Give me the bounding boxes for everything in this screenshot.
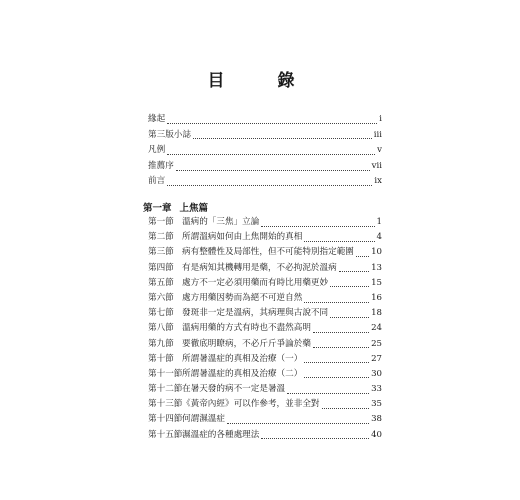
section-title: 有是病知其機轉用是藥，不必拘泥於溫病 [182, 262, 337, 273]
section-title: 《黃帝內經》可以作參考，並非全對 [182, 399, 320, 410]
section-title: 所謂暑溫症的真相及治療（二） [182, 368, 303, 379]
section-title: 濕溫症的各種處理法 [182, 429, 260, 440]
section-page: 15 [371, 277, 382, 288]
toc-entry[interactable] [148, 245, 382, 260]
chapter-number: 第一章 [143, 203, 172, 214]
toc-entry[interactable] [148, 337, 382, 352]
toc-entry-label: 緣起 [148, 114, 166, 124]
toc-entry[interactable] [148, 306, 382, 321]
section-page: 16 [371, 292, 382, 303]
toc-entry[interactable] [148, 397, 382, 412]
toc-entry[interactable] [148, 352, 382, 367]
section-page: 13 [371, 262, 382, 273]
section-number: 第一節 [148, 217, 174, 227]
dot-leader [304, 361, 369, 363]
section-number: 第四節 [148, 262, 174, 273]
section-number: 第八節 [148, 323, 174, 334]
section-page: 27 [371, 353, 382, 364]
section-title: 要徹底明瞭病，不必斤斤爭論於藥 [182, 338, 311, 349]
dot-leader [261, 225, 374, 227]
toc-entry-label: 凡例 [148, 145, 166, 156]
dot-leader [176, 169, 370, 171]
section-title: 溫病用藥的方式有時也不盡然高明 [182, 323, 311, 334]
section-number: 第二節 [148, 232, 174, 243]
section-number: 第六節 [148, 292, 174, 303]
section-page: 1 [376, 217, 382, 227]
section-number: 第十五節 [148, 429, 183, 440]
section-number: 第十節 [148, 353, 174, 364]
section-number: 第十一節 [148, 368, 183, 379]
front-matter-list [148, 112, 382, 190]
dot-leader [287, 392, 369, 394]
dot-leader [261, 437, 369, 439]
dot-leader [227, 422, 369, 424]
section-list [148, 215, 382, 443]
toc-entry[interactable] [148, 128, 382, 144]
toc-entry[interactable] [148, 230, 382, 245]
dot-leader [313, 331, 369, 333]
toc-entry-label: 前言 [148, 176, 166, 187]
dot-leader [313, 346, 369, 348]
section-title: 溫病的「三焦」立論 [182, 217, 260, 227]
toc-entry[interactable] [148, 174, 382, 190]
section-number: 第十三節 [148, 399, 183, 410]
section-page: 10 [371, 247, 382, 258]
dot-leader [322, 407, 370, 409]
section-number: 第十四節 [148, 414, 183, 425]
toc-entry[interactable] [148, 382, 382, 397]
dot-leader [304, 376, 369, 378]
dot-leader [304, 301, 369, 303]
toc-entry[interactable] [148, 261, 382, 276]
dot-leader [193, 137, 372, 139]
toc-entry-page: i [379, 114, 382, 124]
section-page: 30 [371, 368, 382, 379]
dot-leader [167, 184, 372, 186]
section-title: 在暑天發的病不一定是暑溫 [182, 384, 286, 395]
dot-leader [330, 285, 369, 287]
section-page: 38 [371, 414, 382, 425]
toc-entry-label: 第三版小誌 [148, 129, 191, 140]
section-title: 所謂溫病如何由上焦開始的真相 [182, 232, 303, 243]
toc-entry[interactable] [148, 321, 382, 336]
toc-entry-page: v [377, 145, 382, 156]
section-number: 第九節 [148, 338, 174, 349]
toc-entry-label: 推薦序 [148, 160, 174, 171]
toc-entry[interactable] [148, 291, 382, 306]
toc-entry[interactable] [148, 428, 382, 443]
toc-entry[interactable] [148, 276, 382, 291]
section-page: 18 [371, 308, 382, 319]
toc-entry-page: iii [373, 129, 382, 140]
section-page: 4 [376, 232, 382, 243]
dot-leader [330, 316, 369, 318]
dot-leader [167, 153, 375, 155]
section-title: 發斑非一定是溫病，其病理與古說不同 [182, 308, 329, 319]
section-page: 35 [371, 399, 382, 410]
section-title: 所謂暑溫症的真相及治療（一） [182, 353, 303, 364]
dot-leader [356, 255, 369, 257]
toc-entry[interactable] [148, 367, 382, 382]
section-page: 33 [371, 384, 382, 395]
toc-entry-page: vii [371, 160, 382, 171]
dot-leader [304, 240, 374, 242]
chapter-title: 上焦篇 [179, 203, 209, 214]
section-page: 40 [371, 429, 382, 440]
toc-entry-page: ix [374, 176, 382, 187]
section-title: 處方不一定必須用藥而有時比用藥更妙 [182, 277, 329, 288]
section-number: 第五節 [148, 277, 174, 288]
toc-entry[interactable] [148, 159, 382, 175]
toc-entry[interactable] [148, 143, 382, 159]
dot-leader [167, 122, 377, 124]
section-number: 第三節 [148, 247, 174, 258]
section-number: 第七節 [148, 308, 174, 319]
section-page: 24 [371, 323, 382, 334]
page-title: 目 錄 [207, 71, 313, 91]
section-title: 病有整體性及局部性，但不可能特別指定範圍 [182, 247, 354, 258]
toc-entry[interactable] [148, 215, 382, 230]
chapter-heading[interactable] [143, 200, 208, 214]
toc-entry[interactable] [148, 412, 382, 427]
section-title: 何謂濕溫症 [182, 414, 225, 425]
section-title: 處方用藥因勢而為絕不可逆自然 [182, 292, 303, 303]
section-number: 第十二節 [148, 384, 183, 395]
dot-leader [339, 270, 369, 272]
section-page: 25 [371, 338, 382, 349]
toc-entry[interactable] [148, 112, 382, 128]
